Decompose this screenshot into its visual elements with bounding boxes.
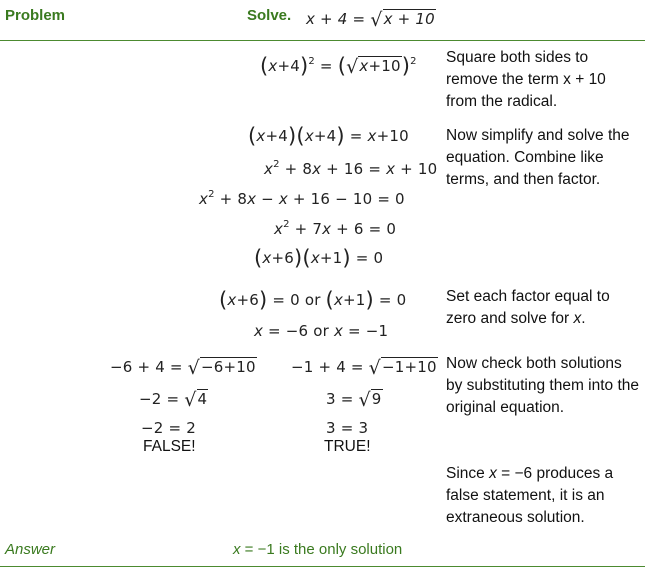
solve-label: Solve.: [247, 7, 292, 24]
step2-line-1: (x+4)(x+4) = x+10: [248, 124, 409, 148]
check-right-line-3: 3 = 3: [326, 419, 369, 437]
step2-line-5: (x+6)(x+1) = 0: [254, 246, 384, 270]
step1-equation: $(x+4)^2 = (√x+10)^2$: [260, 54, 417, 78]
step5-explanation: Since x = −6 produces a false statement, it is an extraneous solution.: [446, 465, 614, 526]
equation-lhs: x + 4: [306, 10, 348, 28]
step3-line-1: (x+6) = 0 or (x+1) = 0: [219, 288, 407, 312]
equation-equals: =: [352, 10, 366, 28]
step2-line-4: $x^2 + 7x + 6 = 0$: [274, 219, 397, 238]
radical: √x + 10: [370, 9, 435, 31]
step4-explanation: Now check both solutions by substituting them into the original equation.: [446, 355, 640, 416]
check-right-verdict: TRUE!: [324, 438, 371, 455]
footer-rule: [0, 566, 645, 567]
step2-line-3: $x^2 + 8x - x + 16 - 10 = 0$: [199, 189, 405, 208]
step2-explanation: Now simplify and solve the equation. Combine like terms, and then factor.: [446, 127, 630, 188]
check-right-line-1: −1 + 4 = √−1+10: [291, 357, 437, 379]
equation-radicand: x + 10: [383, 10, 435, 28]
answer-text: x = −1 is the only solution: [233, 541, 403, 558]
answer-label: Answer: [5, 541, 56, 558]
problem-label: Problem: [5, 7, 66, 24]
step3-explanation: Set each factor equal to zero and solve for x.: [446, 288, 610, 327]
step3-line-2: x = −6 or x = −1: [254, 322, 389, 340]
check-right-line-2: 3 = √9: [326, 389, 382, 411]
problem-equation: [306, 9, 436, 31]
step2-line-2: $x^2 + 8x + 16 = x + 10$: [264, 159, 438, 178]
step1-explanation: Square both sides to remove the term x + 10 from the radical.: [446, 49, 606, 110]
check-left-line-3: −2 = 2: [141, 419, 196, 437]
header-rule: [0, 40, 645, 41]
check-left-line-2: −2 = √4: [139, 389, 208, 411]
check-left-line-1: −6 + 4 = √−6+10: [110, 357, 256, 379]
check-left-verdict: FALSE!: [143, 438, 196, 455]
